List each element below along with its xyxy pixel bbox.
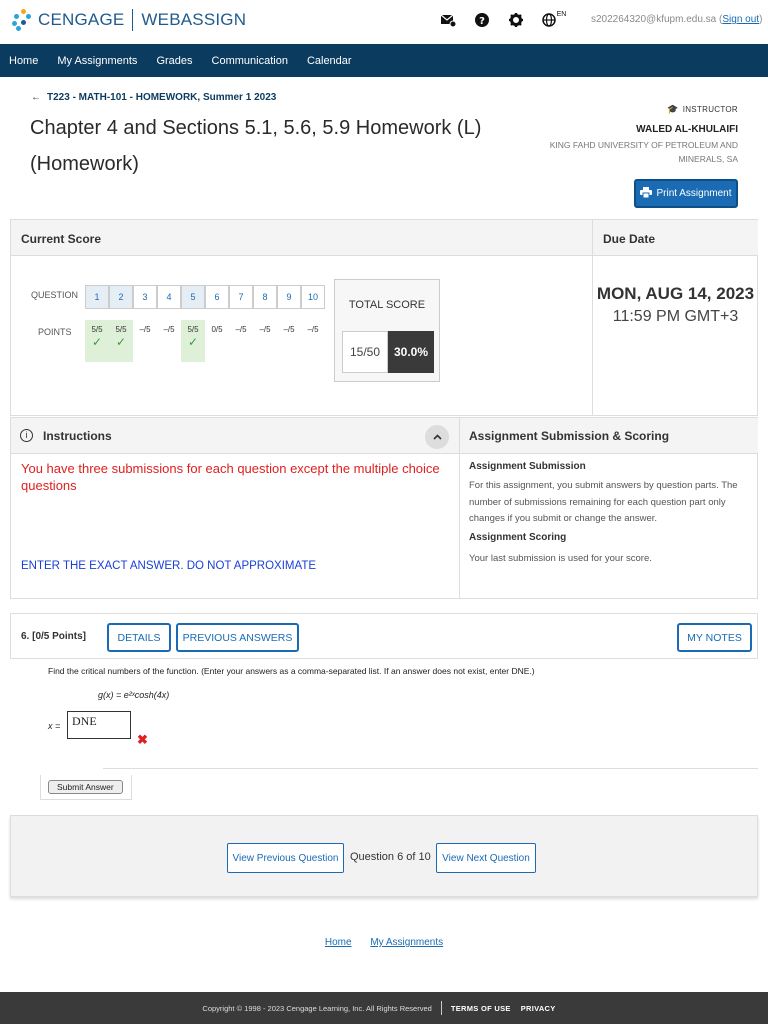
instructions-text-blue: ENTER THE EXACT ANSWER. DO NOT APPROXIMATE: [21, 560, 317, 572]
footer-bar: [0, 992, 768, 1024]
points-value: 5/5: [91, 325, 103, 334]
details-button[interactable]: DETAILS: [107, 623, 171, 652]
points-value: 5/5: [115, 325, 127, 334]
back-arrow-icon: ←: [31, 92, 41, 103]
instructions-header: [11, 418, 459, 454]
question-link-10[interactable]: 10: [301, 285, 325, 309]
user-email: s202264320@kfupm.edu.sa: [591, 14, 717, 25]
question-position: Question 6 of 10: [350, 851, 431, 863]
copyright-text: Copyright © 1998 - 2023 Cengage Learning, Inc. All Rights Reserved: [202, 1003, 432, 1013]
scoring-text: Your last submission is used for your score.: [469, 552, 652, 564]
footer-links: [0, 937, 768, 948]
printer-icon: [640, 187, 652, 201]
points-cell: [157, 320, 181, 362]
nav-item-calendar[interactable]: Calendar: [306, 54, 352, 67]
question-header-bar: [10, 613, 758, 659]
privacy-link[interactable]: PRIVACY: [520, 1003, 556, 1013]
breadcrumb-label: T223 - MATH-101 - HOMEWORK, Summer 1 2023: [47, 92, 277, 103]
footer-link-my-assignments[interactable]: My Assignments: [370, 937, 444, 948]
total-score-points: 15/50: [342, 331, 388, 373]
page-title: Chapter 4 and Sections 5.1, 5.6, 5.9 Homework (L) (Homework): [30, 117, 482, 175]
print-assignment-button[interactable]: [634, 179, 738, 208]
gear-icon[interactable]: [506, 10, 526, 30]
points-cell: [205, 320, 229, 362]
brand-divider: [132, 9, 133, 31]
terms-of-use-link[interactable]: TERMS OF USE: [450, 1003, 511, 1013]
submission-scoring-header: [459, 418, 758, 454]
points-cell: [253, 320, 277, 362]
submit-answer-button[interactable]: Submit Answer: [48, 780, 123, 794]
points-value: –/5: [283, 325, 295, 334]
main-nav: [0, 44, 768, 77]
logo-mark-icon: [12, 9, 34, 31]
question-link-9[interactable]: 9: [277, 285, 301, 309]
scoring-subtitle: Assignment Scoring: [469, 531, 567, 543]
question-link-7[interactable]: 7: [229, 285, 253, 309]
brand-secondary: WEBASSIGN: [141, 10, 247, 29]
due-date-value: MON, AUG 14, 2023: [596, 284, 755, 303]
incorrect-x-icon: ✖: [137, 732, 148, 747]
total-score-percent: 30.0%: [388, 331, 434, 373]
total-score-box: [334, 279, 440, 382]
question-link-2[interactable]: 2: [109, 285, 133, 309]
question-link-3[interactable]: 3: [133, 285, 157, 309]
question-link-8[interactable]: 8: [253, 285, 277, 309]
instructor-school: KING FAHD UNIVERSITY OF PETROLEUM AND MINERALS, SA: [549, 140, 738, 164]
submit-area: [40, 775, 132, 800]
sign-out-link[interactable]: Sign out: [722, 14, 760, 25]
points-value: –/5: [307, 325, 319, 334]
points-value: –/5: [163, 325, 175, 334]
current-score-header: [11, 220, 592, 256]
points-cell: [229, 320, 253, 362]
instructions-panel: [10, 417, 758, 599]
question-row-label: QUESTION: [31, 290, 79, 300]
instructions-text-red: You have three submissions for each question except the multiple choice questions: [21, 461, 440, 493]
points-value: –/5: [235, 325, 247, 334]
points-cell: [181, 320, 205, 362]
due-date-header: [592, 220, 758, 256]
score-panel: [10, 219, 758, 416]
answer-label: x =: [48, 721, 61, 731]
question-divider: [103, 768, 758, 769]
check-icon: ✓: [115, 335, 127, 349]
due-date-body: [592, 256, 758, 416]
question-link-5[interactable]: 5: [181, 285, 205, 309]
language-code: EN: [556, 10, 567, 18]
current-score-title: Current Score: [21, 232, 102, 246]
points-row-label: POINTS: [38, 327, 72, 337]
check-icon: ✓: [91, 335, 103, 349]
svg-text:?: ?: [479, 16, 485, 27]
points-value: –/5: [139, 325, 151, 334]
points-cell: [277, 320, 301, 362]
footer-divider: [441, 1001, 442, 1015]
submission-subtitle: Assignment Submission: [469, 461, 586, 472]
globe-icon: [542, 13, 556, 27]
brand-primary: CENGAGE: [38, 10, 125, 29]
question-grid: [85, 285, 325, 309]
instructor-label-text: INSTRUCTOR: [682, 105, 738, 114]
points-cell: [85, 320, 109, 362]
nav-item-communication[interactable]: Communication: [211, 54, 288, 67]
user-info: s202264320@kfupm.edu.sa (Sign out): [591, 14, 763, 25]
question-link-1[interactable]: 1: [85, 285, 109, 309]
my-notes-button[interactable]: MY NOTES: [677, 623, 752, 652]
print-assignment-label: Print Assignment: [656, 188, 732, 199]
instructions-title: Instructions: [43, 429, 112, 443]
footer-link-home[interactable]: Home: [324, 937, 352, 948]
question-link-4[interactable]: 4: [157, 285, 181, 309]
points-cell: [301, 320, 325, 362]
submission-text: For this assignment, you submit answers by question parts. The number of submissions remaining for each question part only changes if you submit or change the answer.: [469, 480, 738, 524]
language-selector[interactable]: [540, 10, 568, 30]
question-navigation: [10, 815, 758, 897]
nav-item-my-assignments[interactable]: My Assignments: [57, 54, 138, 67]
points-value: –/5: [259, 325, 271, 334]
due-time-value: 11:59 PM GMT+3: [612, 308, 739, 325]
nav-item-home[interactable]: Home: [9, 54, 39, 67]
top-header: [0, 0, 768, 44]
points-value: 0/5: [211, 325, 223, 334]
help-icon[interactable]: [472, 10, 492, 30]
nav-item-grades[interactable]: Grades: [156, 54, 193, 67]
points-value: 5/5: [187, 325, 199, 334]
total-score-label: TOTAL SCORE: [348, 299, 426, 311]
submission-scoring-title: Assignment Submission & Scoring: [469, 429, 670, 443]
due-date-title: Due Date: [603, 232, 656, 246]
view-previous-question-button[interactable]: View Previous Question: [227, 843, 344, 873]
breadcrumb[interactable]: [31, 92, 276, 103]
question-link-6[interactable]: 6: [205, 285, 229, 309]
points-cell: [109, 320, 133, 362]
info-icon: i: [20, 429, 33, 442]
question-number: 6. [0/5 Points]: [21, 631, 87, 642]
check-icon: ✓: [187, 335, 199, 349]
submission-scoring-body: [459, 454, 758, 599]
previous-answers-button[interactable]: PREVIOUS ANSWERS: [176, 623, 299, 652]
collapse-instructions-button[interactable]: [425, 425, 449, 449]
points-cell: [133, 320, 157, 362]
graduation-cap-icon: 🎓: [667, 104, 679, 114]
chevron-up-icon: [433, 434, 442, 440]
answer-input[interactable]: DNE: [67, 711, 131, 739]
instructor-label: [667, 104, 738, 115]
view-next-question-button[interactable]: View Next Question: [436, 843, 536, 873]
points-grid: [85, 320, 325, 362]
cengage-logo[interactable]: [12, 9, 246, 31]
question-body: [40, 660, 758, 800]
question-prompt: Find the critical numbers of the function. (Enter your answers as a comma-separated list. If an answer does not exist, enter DNE.): [48, 666, 535, 676]
instructor-name: WALED AL-KHULAIFI: [636, 124, 738, 135]
mail-settings-icon[interactable]: [438, 10, 458, 30]
question-function: g(x) = e²ˣcosh(4x): [98, 690, 170, 700]
